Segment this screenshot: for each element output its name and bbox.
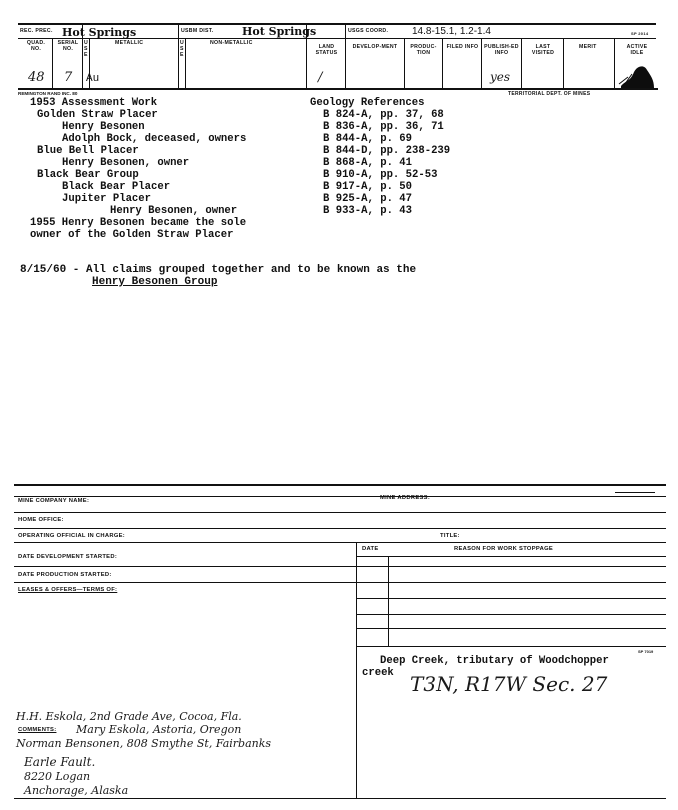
location-typed: creek bbox=[362, 667, 394, 679]
col-use-metallic: U S E bbox=[84, 40, 89, 58]
claim-name: Blue Bell Placer bbox=[37, 145, 139, 157]
form-rule bbox=[14, 528, 666, 529]
usbm-dist-label: USBM DIST. bbox=[181, 28, 214, 34]
form-rule bbox=[356, 598, 666, 599]
form-rule bbox=[356, 614, 666, 615]
form-rule bbox=[14, 798, 666, 799]
form-rule bbox=[14, 542, 666, 543]
col-nonmetallic: NON-METALLIC bbox=[210, 40, 253, 46]
form-divider bbox=[356, 542, 357, 798]
header-rule-top bbox=[18, 23, 656, 25]
col-production: PRODUC-TION bbox=[410, 44, 437, 56]
col-development: DEVELOP-MENT bbox=[352, 44, 398, 50]
references-title: Geology References bbox=[310, 97, 425, 109]
form-rule bbox=[356, 628, 666, 629]
mine-address-label: MINE ADDRESS: bbox=[380, 495, 431, 501]
operating-official-label: OPERATING OFFICIAL IN CHARGE: bbox=[18, 533, 126, 539]
form-rule bbox=[356, 556, 666, 557]
owner-name: Henry Besonen, owner bbox=[110, 205, 238, 217]
claim-name: Jupiter Placer bbox=[62, 193, 152, 205]
usgs-coord-value: 14.8-15.1, 1.2-1.4 bbox=[412, 26, 491, 37]
form-rule bbox=[14, 582, 666, 583]
note-line: 1955 Henry Besonen became the sole bbox=[30, 217, 247, 229]
reference-item: B 933-A, p. 43 bbox=[323, 205, 413, 217]
header-rule-bottom bbox=[18, 88, 658, 90]
divider bbox=[614, 38, 615, 88]
handwritten-address: 8220 Logan bbox=[24, 770, 91, 783]
form-rule bbox=[14, 566, 666, 567]
usgs-coord-label: USGS COORD. bbox=[348, 28, 389, 34]
owner-name: Adolph Bock, deceased, owners bbox=[62, 133, 247, 145]
comments-label: COMMENTS: bbox=[18, 727, 57, 733]
col-metallic: METALLIC bbox=[115, 40, 144, 46]
land-status-value: / bbox=[318, 70, 323, 85]
group-name: Henry Besonen Group bbox=[92, 276, 218, 288]
col-published-info: PUBLISH-ED INFO bbox=[484, 44, 519, 56]
printer-line: REMINGTON RAND INC. 80 bbox=[18, 91, 78, 96]
leases-label: LEASES & OFFERS—TERMS OF: bbox=[18, 587, 118, 593]
col-last-visited: LAST VISITED bbox=[531, 44, 555, 56]
rec-prec-label: REC. PREC. bbox=[20, 28, 53, 34]
quad-no-value: 48 bbox=[28, 70, 45, 85]
col-use-nonmetallic: U S E bbox=[180, 40, 185, 58]
rec-prec-value: Hot Springs bbox=[62, 26, 137, 39]
col-merit: MERIT bbox=[579, 44, 597, 50]
form-rule bbox=[14, 496, 666, 497]
divider bbox=[178, 25, 179, 88]
date-production-label: DATE PRODUCTION STARTED: bbox=[18, 572, 112, 578]
date-column-label: DATE bbox=[362, 546, 379, 552]
col-quad-no: QUAD. NO. bbox=[26, 40, 46, 52]
note-line: 8/15/60 - All claims grouped together and to be known as the bbox=[20, 264, 417, 276]
reference-item: B 917-A, p. 50 bbox=[323, 181, 413, 193]
reference-item: B 836-A, pp. 36, 71 bbox=[323, 121, 444, 133]
owner-name: Henry Besonen, owner bbox=[62, 157, 190, 169]
form-divider bbox=[388, 556, 389, 646]
stray-mark bbox=[615, 492, 655, 493]
reason-column-label: REASON FOR WORK STOPPAGE bbox=[454, 546, 554, 552]
col-active-idle: ACTIVE IDLE bbox=[626, 44, 648, 56]
owner-name: Henry Besonen bbox=[62, 121, 145, 133]
handwritten-address: Anchorage, Alaska bbox=[24, 784, 129, 797]
serial-no-value: 7 bbox=[64, 70, 73, 85]
divider bbox=[481, 38, 482, 88]
handwritten-address: Norman Bensonen, 808 Smythe St, Fairbanks bbox=[16, 737, 272, 750]
claim-name: Black Bear Group bbox=[37, 169, 139, 181]
form-code-top: SP 2014 bbox=[631, 31, 649, 36]
divider bbox=[404, 38, 405, 88]
divider bbox=[185, 38, 186, 88]
reference-item: B 844-A, p. 69 bbox=[323, 133, 413, 145]
claim-name: Golden Straw Placer bbox=[37, 109, 158, 121]
reference-item: B 824-A, pp. 37, 68 bbox=[323, 109, 444, 121]
form-rule bbox=[14, 512, 666, 513]
handwritten-address: Mary Eskola, Astoria, Oregon bbox=[76, 723, 242, 736]
date-development-label: DATE DEVELOPMENT STARTED: bbox=[18, 554, 118, 560]
divider bbox=[521, 38, 522, 88]
divider bbox=[345, 25, 346, 88]
note-line: 1953 Assessment Work bbox=[30, 97, 158, 109]
metallic-value: Au bbox=[86, 73, 100, 85]
col-filed-info: FILED INFO bbox=[446, 44, 479, 50]
reference-item: B 868-A, p. 41 bbox=[323, 157, 413, 169]
published-info-value: yes bbox=[490, 70, 511, 84]
location-typed: Deep Creek, tributary of Woodchopper bbox=[380, 655, 609, 667]
reference-item: B 925-A, p. 47 bbox=[323, 193, 413, 205]
form-code-bottom: SP 7019 bbox=[638, 649, 654, 654]
territorial-line: TERRITORIAL DEPT. OF MINES bbox=[508, 91, 591, 97]
divider bbox=[442, 38, 443, 88]
title-label: TITLE: bbox=[440, 533, 460, 539]
mine-company-name-label: MINE COMPANY NAME: bbox=[18, 498, 90, 504]
form-rule bbox=[356, 646, 666, 647]
handwritten-address: H.H. Eskola, 2nd Grade Ave, Cocoa, Fla. bbox=[16, 710, 242, 723]
note-line: owner of the Golden Straw Placer bbox=[30, 229, 234, 241]
claim-name: Black Bear Placer bbox=[62, 181, 171, 193]
divider bbox=[563, 38, 564, 88]
home-office-label: HOME OFFICE: bbox=[18, 517, 64, 523]
usbm-dist-value: Hot Springs bbox=[242, 25, 317, 38]
ink-blot-icon bbox=[618, 62, 656, 90]
reference-item: B 910-A, pp. 52-53 bbox=[323, 169, 438, 181]
reference-item: B 844-D, pp. 238-239 bbox=[323, 145, 451, 157]
handwritten-address: Earle Fault. bbox=[24, 755, 96, 769]
col-land-status: LAND STATUS bbox=[315, 44, 338, 56]
form-rule bbox=[14, 484, 666, 486]
col-serial-no: SERIAL NO. bbox=[57, 40, 79, 52]
location-handwritten: T3N, R17W Sec. 27 bbox=[410, 672, 608, 696]
